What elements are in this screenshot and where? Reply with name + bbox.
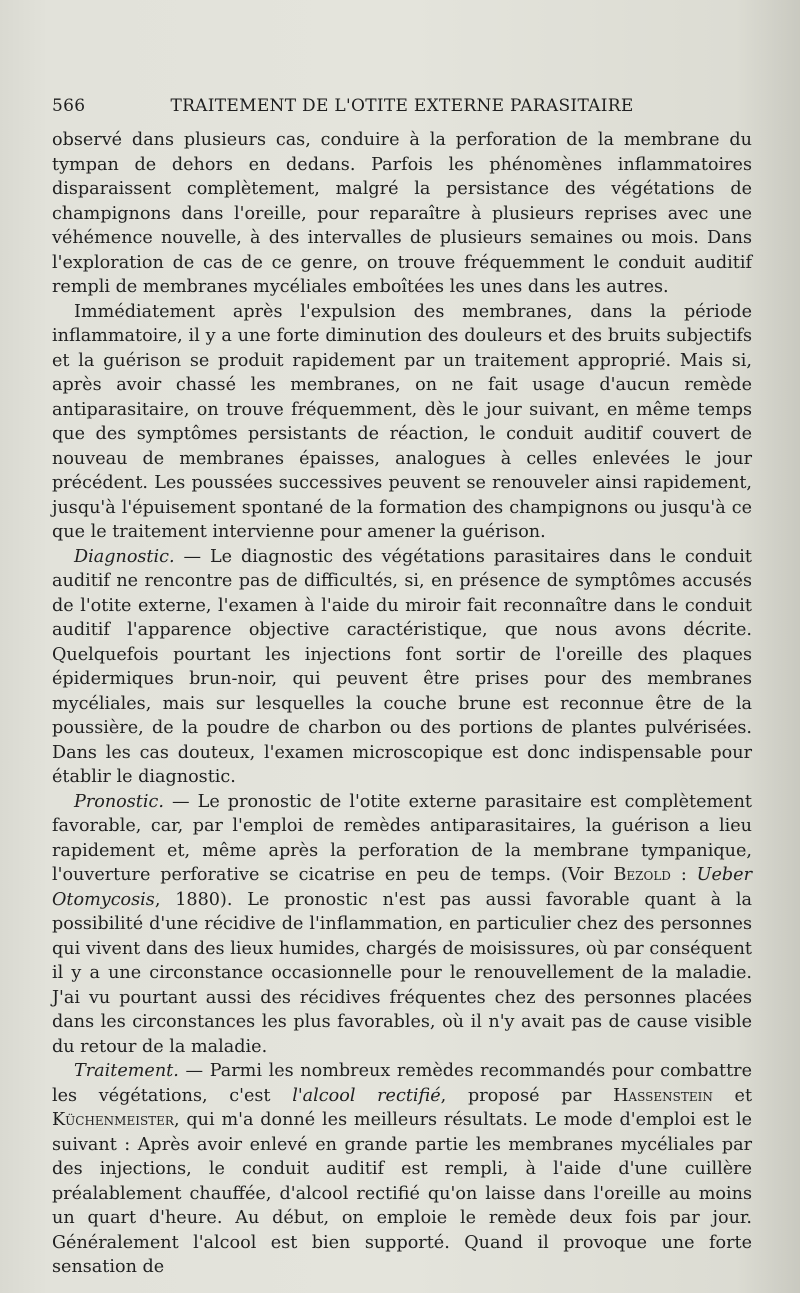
author-name: Küchenmeister <box>52 1110 174 1130</box>
paragraph-continuation: observé dans plusieurs cas, conduire à la perforation de la membrane du tympan de dehors en dedans. Parfois les phénomènes inflammatoires disparaissent complètement, malgré la persistance des végétations de champignons dans l'oreille, pour reparaître à plusieurs reprises avec une véhémence nouvelle, à des intervalles de plusieurs semaines ou mois. Dans l'exploration de cas de ce genre, on trouve fréquemment le conduit auditif rempli de membranes mycéliales emboîtées les unes dans les autres. <box>52 130 752 297</box>
section-lead-pronostic: Pronostic. <box>74 791 164 812</box>
body-text <box>52 128 752 1280</box>
section-lead-diagnostic: Diagnostic. <box>74 546 175 567</box>
traitement-text-b: , proposé par <box>440 1085 614 1106</box>
traitement-text-a: — Parmi les nombreux remèdes recommandés pour combattre les végétations, c'est <box>52 1061 752 1106</box>
work-title: Ueber Otomycosis <box>52 865 752 910</box>
section-lead-traitement: Traitement. <box>74 1061 179 1081</box>
diagnostic-text: — Le diagnostic des végétations parasitaires dans le conduit auditif ne rencontre pas de difficultés, si, en présence de symptômes accusés de l'otite externe, l'examen à l'aide du miroir fait reconnaître dans le conduit auditif l'apparence objective caractéristique, que nous avons décrite. Quelquefois pourtant les injections font sortir de l'oreille des plaques épidermiques brun-noir, qui peuvent être prises pour des membranes mycéliales, mais sur lesquelles la couche brune est reconnue être de la poussière, de la poudre de charbon ou des portions de plantes pulvérisées. Dans les cas douteux, l'examen microscopique est donc indispensable pour établir le diagnostic. <box>52 546 752 787</box>
paragraph-diagnostic <box>52 545 752 790</box>
paragraph-pronostic <box>52 790 752 1060</box>
traitement-text-c: et <box>712 1085 753 1106</box>
traitement-text-d: , qui m'a donné les meilleurs résultats. Le mode d'emploi est le suivant : Après avoir enlevé en grande partie les membranes mycéliales par des injections, le conduit auditif est rempli, à l'aide d'une cuillère préalablement chauffée, d'alcool rectifié qu'on laisse dans l'oreille au moins un quart d'heure. Au début, on emploie le remède deux fois par jour. Généralement l'alcool est bien supporté. Quand il provoque une forte sensation de <box>52 1110 752 1277</box>
pronostic-text-b: : <box>670 865 697 885</box>
pronostic-text-c: , 1880). Le pronostic n'est pas aussi favorable quant à la possibilité d'une récidive de l'inflammation, en particulier chez des personnes qui vivent dans des lieux humides, chargés de moisissures, où par conséquent il y a une circonstance occasionnelle pour le renouvellement de la maladie. J'ai vu pourtant aussi des récidives fréquentes chez des personnes placées dans les circonstances les plus favorables, où il n'y avait pas de cause visible du retour de la maladie. <box>52 889 752 1057</box>
paragraph-inflammation: Immédiatement après l'expulsion des membranes, dans la période inflammatoire, il y a une forte diminution des douleurs et des bruits subjectifs et la guérison se produit rapidement par un traitement approprié. Mais si, après avoir chassé les membranes, on ne fait usage d'aucun remède antiparasitaire, on trouve fréquemment, dès le jour suivant, en même temps que des symptômes persistants de réaction, le conduit auditif couvert de nouveau de membranes épaisses, analogues à celles enlevées le jour précédent. Les poussées successives peuvent se renouveler ainsi rapidement, jusqu'à l'épuisement spontané de la formation des champignons ou jusqu'à ce que le traitement intervienne pour amener la guérison. <box>52 301 752 542</box>
pronostic-text-a: — Le pronostic de l'otite externe parasitaire est complètement favorable, car, par l'emploi de remèdes antiparasitaires, la guérison a lieu rapidement et, même après la perforation de la membrane tympanique, l'ouverture perforative se cicatrise en peu de temps. (Voir <box>52 791 752 885</box>
running-title: TRAITEMENT DE L'OTITE EXTERNE PARASITAIRE <box>170 96 634 116</box>
author-name: Hassenstein <box>613 1085 713 1106</box>
page-number: 566 <box>52 96 86 116</box>
author-name: Bezold <box>613 865 671 885</box>
paragraph-traitement <box>52 1059 752 1280</box>
remedy-name: l'alcool rectifié <box>292 1085 441 1106</box>
